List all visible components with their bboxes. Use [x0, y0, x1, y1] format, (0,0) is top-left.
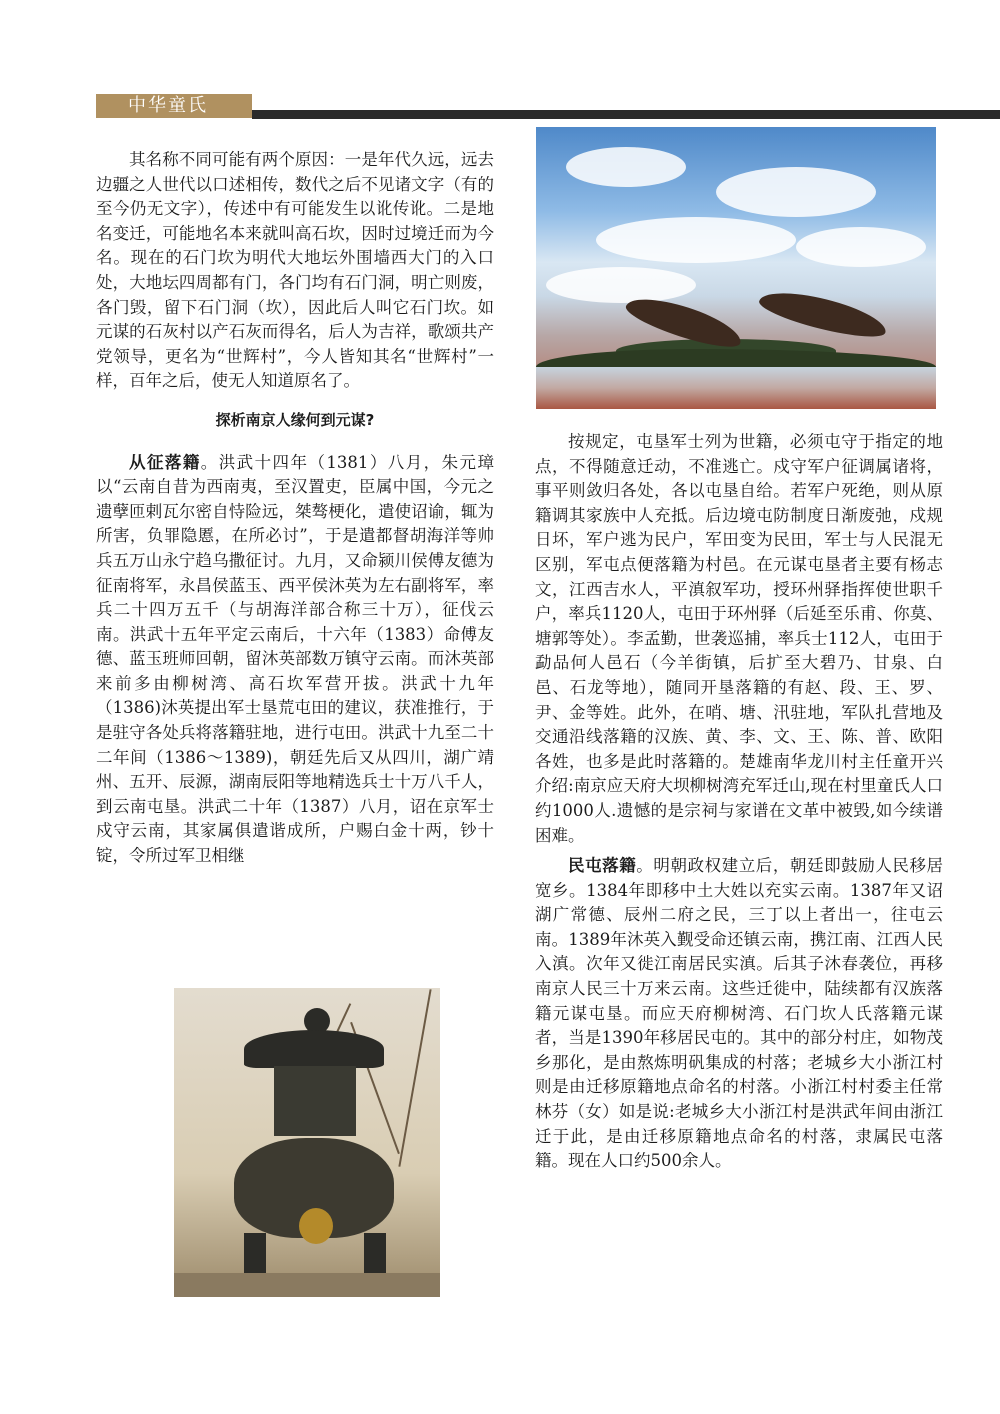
incense-burner-photo — [174, 988, 440, 1297]
cong-zheng-heading: 从征落籍 — [129, 452, 201, 472]
header-rule — [252, 110, 1000, 119]
section-header-label — [96, 94, 252, 118]
lake-boats-photo — [536, 127, 936, 409]
intro-paragraph: 其名称不同可能有两个原因：一是年代久远，远去边疆之人世代以口述相传，数代之后不见诸文字（有的至今仍无文字），传述中有可能发生以讹传讹。二是地名变迁，可能地名本来就叫高石坎，因时过境迁而为今名。现在的石门坎为明代大地坛外围墙西大门的入口处，大地坛四周都有门，各门均有石门洞，明亡则废，各门毁，留下石门洞（坎），因此后人叫它石门坎。如元谋的石灰村以产石灰而得名，后人为吉祥，歌颂共产党领导，更名为“世辉村”，今人皆知其名“世辉村”一样，百年之后，使无人知道原名了。 — [96, 150, 494, 391]
min-tun-text: 。明朝政权建立后，朝廷即鼓励人民移居宽乡。1384年即移中土大姓以充实云南。1387年又诏湖广常德、辰州二府之民，三丁以上者出一，往屯云南。1389年沐英入觐受命还镇云南，携江南、江西人民入滇。次年又徙江南居民实滇。后其子沐春袭位，再移南京人民三十万来云南。这些迁徙中，陆续都有汉族落籍元谋屯垦。而应天府柳树湾、石门坎人氏落籍元谋者，当是1390年移居民屯的。其中的部分村庄，如物茂乡那化，是由熬炼明矾集成的村落；老城乡大小浙江村则是由迁移原籍地点命名的村落。小浙江村村委主任常林芬（女）如是说:老城乡大小浙江村是洪武年间由浙江迁于此，是由迁移原籍地点命名的村落，隶属民屯落籍。现在人口约500余人。 — [535, 856, 944, 1171]
min-tun-paragraph — [535, 854, 943, 1174]
cong-zheng-paragraph — [96, 451, 494, 869]
section-title: 探析南京人缘何到元谋? — [215, 410, 375, 429]
tun-ken-paragraph: 按规定，屯垦军士列为世籍，必须屯守于指定的地点，不得随意迁动，不准逃亡。戍守军户征调属诸将，事平则敛归各处，各以屯垦自给。若军户死绝，则从原籍调其家族中人充抵。后边境屯防制度日渐废弛，戍规日坏，军户逃为民户，军田变为民田，军士与人民混无区别，军屯点便落籍为村邑。在元谋屯垦者主要有杨志文，江西吉水人，平滇叙军功，授环州驿指挥使世职千户，率兵1120人，屯田于环州驿（后延至乐甫、你莫、塘郭等处）。李孟勤，世袭巡捕，率兵士112人，屯田于勐品何人邑石（今羊街镇，后扩至大碧乃、甘泉、白邑、石龙等地），随同开垦落籍的有赵、段、王、罗、尹、金等姓。此外，在哨、塘、汛驻地，军队扎营地及交通沿线落籍的汉族、黄、李、文、王、陈、普、欧阳各姓，也多是此时落籍的。楚雄南华龙川村主任童开兴介绍:南京应天府大坝柳树湾充军迁山,现在村里童氏人口约1000人.遗憾的是宗祠与家谱在文革中被毁,如今续谱困难。 — [535, 432, 943, 845]
left-column — [96, 148, 494, 869]
right-column — [535, 430, 943, 1174]
header-label-text: 中华童氏 — [128, 95, 208, 116]
min-tun-heading: 民屯落籍 — [568, 856, 637, 876]
cong-zheng-text: 。洪武十四年（1381）八月，朱元璋以“云南自昔为西南夷，至汉置吏，臣属中国，今元之遗孽匝剌瓦尔密自恃险远，桀骜梗化，遣使诏谕，辄为所害，负罪隐慝，在所必讨”，于是遣都督胡海洋等帅兵五万山永宁趋乌撒征讨。九月，又命颍川侯傅友德为征南将军，永昌侯蓝玉、西平侯沐英为左右副将军，率兵二十四万五千（与胡海洋部合称三十万），征伐云南。洪武十五年平定云南后，十六年（1383）命傅友德、蓝玉班师回朝，留沐英部数万镇守云南。而沐英部来前多由柳树湾、高石坎军营开拔。洪武十九年（1386)沐英提出军士垦荒屯田的建议，获准推行，于是驻守各处兵将落籍驻地，进行屯田。洪武十九至二十二年间（1386～1389)，朝廷先后又从四川，湖广靖州、五开、辰源，湖南辰阳等地精选兵士十万八千人，到云南屯垦。洪武二十年（1387）八月，诏在京军士戍守云南，其家属俱遣谐成所，户赐白金十两，钞十锭，令所过军卫相继 — [96, 452, 494, 866]
